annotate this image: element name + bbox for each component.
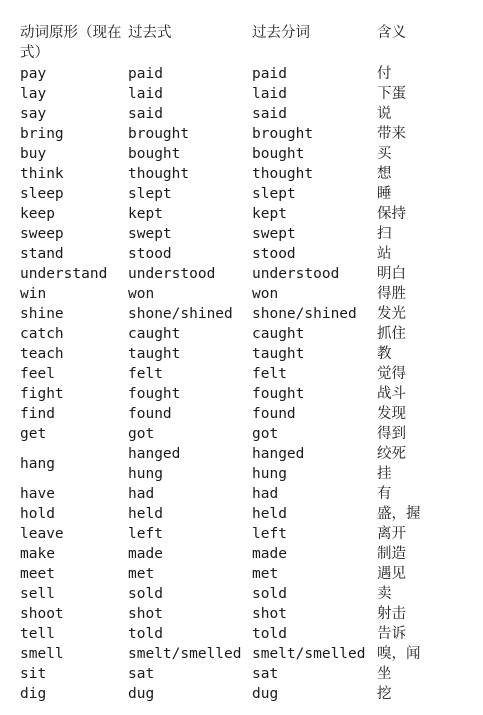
cell-meaning (373, 364, 456, 384)
cell-past-tense (124, 164, 248, 184)
table-row (16, 424, 456, 444)
cell-past-participle (248, 444, 373, 484)
cell-base-form: catch (20, 326, 64, 342)
cell-past-participle (248, 484, 373, 504)
cell-base-form: buy (20, 146, 47, 162)
cell-past-tense-line: found (128, 406, 172, 422)
table-row (16, 324, 456, 344)
cell-base-form: teach (20, 346, 64, 362)
table-row (16, 384, 456, 404)
cell-past-participle (248, 384, 373, 404)
cell-meaning (373, 244, 456, 264)
table-row (16, 684, 456, 704)
irregular-verb-table (16, 22, 456, 704)
cell-past-tense (124, 204, 248, 224)
cell-meaning-line: 想 (377, 166, 392, 182)
cell-meaning (373, 524, 456, 544)
cell-base-form: tell (20, 626, 55, 642)
cell-meaning (373, 684, 456, 704)
cell-past-participle (248, 124, 373, 144)
cell-base-form: leave (20, 526, 64, 542)
cell-past-tense (124, 504, 248, 524)
cell-meaning (373, 384, 456, 404)
cell-base-form: hang (20, 456, 55, 472)
cell-meaning (373, 344, 456, 364)
cell-meaning-line: 挂 (377, 466, 392, 482)
table-row (16, 124, 456, 144)
table-row (16, 304, 456, 324)
header-past-tense: 过去式 (128, 25, 172, 41)
cell-meaning-line: 扫 (377, 226, 392, 242)
cell-past-participle-line: shot (252, 606, 287, 622)
cell-past-participle-line: bought (252, 146, 305, 162)
table-row (16, 144, 456, 164)
cell-past-participle-line: swept (252, 226, 296, 242)
cell-past-participle (248, 344, 373, 364)
cell-past-tense-line: felt (128, 366, 163, 382)
cell-base-form: win (20, 286, 47, 302)
cell-meaning-line: 遇见 (377, 566, 406, 582)
cell-past-tense (124, 564, 248, 584)
cell-past-tense-line: hanged (128, 446, 181, 462)
cell-past-tense-line: slept (128, 186, 172, 202)
cell-past-participle (248, 644, 373, 664)
cell-meaning-line: 保持 (377, 206, 406, 222)
cell-past-participle (248, 64, 373, 84)
cell-past-tense-line: paid (128, 66, 163, 82)
cell-past-participle-line: sold (252, 586, 287, 602)
cell-past-participle-line: hung (252, 466, 287, 482)
table-row (16, 104, 456, 124)
cell-past-participle-line: slept (252, 186, 296, 202)
cell-past-tense-line: hung (128, 466, 163, 482)
table-row (16, 484, 456, 504)
cell-past-tense-line: swept (128, 226, 172, 242)
cell-meaning-line: 说 (377, 106, 392, 122)
cell-meaning-line: 离开 (377, 526, 406, 542)
cell-past-participle-line: had (252, 486, 279, 502)
cell-meaning-line: 发光 (377, 306, 406, 322)
table-row (16, 404, 456, 424)
cell-base-form: sweep (20, 226, 64, 242)
cell-base-form: sleep (20, 186, 64, 202)
cell-past-participle-line: brought (252, 126, 314, 142)
cell-meaning (373, 584, 456, 604)
cell-past-tense-line: kept (128, 206, 163, 222)
cell-past-participle (248, 284, 373, 304)
header-past-participle: 过去分词 (252, 25, 310, 41)
table-row (16, 344, 456, 364)
table-row (16, 64, 456, 84)
cell-meaning (373, 404, 456, 424)
cell-past-participle (248, 84, 373, 104)
cell-base-form: sell (20, 586, 55, 602)
cell-past-participle (248, 224, 373, 244)
cell-past-participle-line: sat (252, 666, 279, 682)
cell-meaning (373, 504, 456, 524)
cell-past-participle (248, 544, 373, 564)
table-row (16, 164, 456, 184)
table-row (16, 224, 456, 244)
cell-past-tense-line: had (128, 486, 155, 502)
cell-base-form: get (20, 426, 47, 442)
table-row (16, 624, 456, 644)
table-body (16, 64, 456, 704)
cell-base-form: understand (20, 266, 108, 282)
cell-meaning-line: 嗅，闻 (377, 646, 421, 662)
cell-past-participle (248, 244, 373, 264)
cell-base-form: make (20, 546, 55, 562)
table-row (16, 504, 456, 524)
cell-past-tense-line: won (128, 286, 155, 302)
cell-past-tense (124, 484, 248, 504)
cell-past-tense (124, 124, 248, 144)
table-row (16, 444, 456, 484)
cell-past-participle-line: won (252, 286, 279, 302)
cell-past-tense-line: dug (128, 686, 155, 702)
cell-past-participle-line: said (252, 106, 287, 122)
cell-past-participle-line: made (252, 546, 287, 562)
cell-past-tense (124, 544, 248, 564)
cell-past-participle (248, 524, 373, 544)
table-row (16, 644, 456, 664)
cell-past-participle-line: shone/shined (252, 306, 357, 322)
cell-past-tense (124, 224, 248, 244)
cell-past-tense-line: stood (128, 246, 172, 262)
table-row (16, 244, 456, 264)
cell-past-participle-line: paid (252, 66, 287, 82)
cell-base-form: shine (20, 306, 64, 322)
cell-meaning-line: 盛，握 (377, 506, 421, 522)
cell-past-participle-line: dug (252, 686, 279, 702)
cell-past-tense (124, 364, 248, 384)
cell-past-participle-line: stood (252, 246, 296, 262)
cell-past-tense-line: smelt/smelled (128, 646, 242, 662)
cell-past-tense (124, 84, 248, 104)
cell-base-form: have (20, 486, 55, 502)
cell-meaning-line: 有 (377, 486, 392, 502)
cell-meaning-line: 制造 (377, 546, 406, 562)
cell-meaning-line: 绞死 (377, 446, 406, 462)
cell-past-participle-line: got (252, 426, 279, 442)
cell-past-participle-line: thought (252, 166, 314, 182)
table-row (16, 564, 456, 584)
cell-past-tense-line: understood (128, 266, 216, 282)
cell-past-participle (248, 364, 373, 384)
cell-base-form: bring (20, 126, 64, 142)
cell-base-form: sit (20, 666, 47, 682)
cell-past-participle-line: understood (252, 266, 340, 282)
cell-past-tense-line: sat (128, 666, 155, 682)
cell-base-form: hold (20, 506, 55, 522)
cell-meaning-line: 得到 (377, 426, 406, 442)
cell-meaning-line: 明白 (377, 266, 406, 282)
cell-meaning-line: 卖 (377, 586, 392, 602)
header-row (16, 22, 456, 64)
cell-meaning-line: 带来 (377, 126, 406, 142)
cell-base-form: lay (20, 86, 47, 102)
cell-past-tense (124, 104, 248, 124)
cell-base-form: find (20, 406, 55, 422)
table-row (16, 524, 456, 544)
cell-meaning (373, 484, 456, 504)
cell-meaning (373, 564, 456, 584)
cell-past-participle-line: left (252, 526, 287, 542)
cell-past-tense-line: got (128, 426, 155, 442)
cell-past-participle-line: fought (252, 386, 305, 402)
cell-past-participle (248, 424, 373, 444)
cell-past-participle-line: kept (252, 206, 287, 222)
cell-past-tense-line: caught (128, 326, 181, 342)
cell-meaning (373, 424, 456, 444)
cell-meaning (373, 204, 456, 224)
cell-past-tense-line: held (128, 506, 163, 522)
cell-past-tense (124, 284, 248, 304)
cell-meaning (373, 324, 456, 344)
cell-past-participle-line: met (252, 566, 279, 582)
table-row (16, 604, 456, 624)
cell-meaning (373, 264, 456, 284)
cell-meaning (373, 164, 456, 184)
cell-past-tense-line: taught (128, 346, 181, 362)
cell-past-tense-line: brought (128, 126, 190, 142)
cell-past-tense-line: met (128, 566, 155, 582)
cell-past-participle-line: told (252, 626, 287, 642)
cell-past-tense (124, 344, 248, 364)
table-row (16, 364, 456, 384)
cell-meaning (373, 104, 456, 124)
table-row (16, 184, 456, 204)
cell-past-tense (124, 684, 248, 704)
cell-past-participle (248, 624, 373, 644)
cell-meaning (373, 604, 456, 624)
table-row (16, 84, 456, 104)
cell-past-tense (124, 184, 248, 204)
cell-past-tense (124, 244, 248, 264)
table-header (16, 22, 456, 64)
cell-past-tense (124, 664, 248, 684)
cell-past-participle-line: hanged (252, 446, 305, 462)
cell-past-participle (248, 664, 373, 684)
cell-base-form: keep (20, 206, 55, 222)
cell-meaning-line: 下蛋 (377, 86, 406, 102)
cell-past-participle (248, 504, 373, 524)
cell-meaning (373, 64, 456, 84)
cell-meaning (373, 304, 456, 324)
cell-base-form: pay (20, 66, 47, 82)
cell-meaning (373, 224, 456, 244)
cell-meaning-line: 抓住 (377, 326, 406, 342)
cell-past-tense (124, 304, 248, 324)
cell-meaning (373, 284, 456, 304)
cell-past-tense (124, 404, 248, 424)
cell-meaning (373, 644, 456, 664)
cell-past-participle-line: felt (252, 366, 287, 382)
cell-past-tense-line: shot (128, 606, 163, 622)
cell-past-tense (124, 384, 248, 404)
table-row (16, 284, 456, 304)
cell-past-participle (248, 204, 373, 224)
cell-past-tense (124, 624, 248, 644)
cell-meaning (373, 184, 456, 204)
cell-past-tense (124, 644, 248, 664)
cell-past-participle-line: smelt/smelled (252, 646, 366, 662)
cell-meaning-line: 睡 (377, 186, 392, 202)
cell-meaning-line: 得胜 (377, 286, 406, 302)
cell-past-tense (124, 264, 248, 284)
cell-base-form: meet (20, 566, 55, 582)
cell-past-participle (248, 324, 373, 344)
table-row (16, 544, 456, 564)
cell-past-participle (248, 164, 373, 184)
cell-meaning-line: 射击 (377, 606, 406, 622)
cell-meaning (373, 664, 456, 684)
cell-past-participle-line: found (252, 406, 296, 422)
cell-past-tense (124, 604, 248, 624)
cell-past-tense-line: sold (128, 586, 163, 602)
cell-base-form: dig (20, 686, 47, 702)
cell-past-tense-line: bought (128, 146, 181, 162)
cell-past-participle-line: caught (252, 326, 305, 342)
cell-past-tense-line: shone/shined (128, 306, 233, 322)
cell-past-tense (124, 424, 248, 444)
cell-past-participle (248, 264, 373, 284)
cell-meaning-line: 战斗 (377, 386, 406, 402)
cell-past-participle (248, 144, 373, 164)
cell-past-tense-line: fought (128, 386, 181, 402)
table-row (16, 204, 456, 224)
cell-past-tense-line: left (128, 526, 163, 542)
header-meaning: 含义 (377, 25, 406, 41)
cell-past-tense (124, 144, 248, 164)
cell-past-participle (248, 684, 373, 704)
table-row (16, 584, 456, 604)
cell-past-participle (248, 184, 373, 204)
cell-meaning (373, 624, 456, 644)
cell-base-form: shoot (20, 606, 64, 622)
cell-past-participle (248, 564, 373, 584)
cell-past-participle (248, 584, 373, 604)
cell-meaning-line: 发现 (377, 406, 406, 422)
cell-meaning (373, 84, 456, 104)
cell-past-participle (248, 304, 373, 324)
table-row (16, 664, 456, 684)
cell-base-form: fight (20, 386, 64, 402)
cell-past-participle-line: laid (252, 86, 287, 102)
table-row (16, 264, 456, 284)
cell-past-tense (124, 524, 248, 544)
cell-meaning-line: 站 (377, 246, 392, 262)
cell-meaning-line: 付 (377, 66, 392, 82)
cell-base-form: say (20, 106, 47, 122)
cell-meaning-line: 教 (377, 346, 392, 362)
cell-meaning (373, 124, 456, 144)
cell-past-tense-line: thought (128, 166, 190, 182)
cell-past-tense-line: said (128, 106, 163, 122)
cell-base-form: smell (20, 646, 64, 662)
cell-meaning-line: 觉得 (377, 366, 406, 382)
cell-meaning-line: 坐 (377, 666, 392, 682)
cell-past-tense (124, 444, 248, 484)
cell-past-tense-line: made (128, 546, 163, 562)
cell-meaning (373, 544, 456, 564)
cell-past-participle (248, 604, 373, 624)
cell-meaning-line: 买 (377, 146, 392, 162)
cell-meaning (373, 444, 456, 484)
cell-past-tense (124, 324, 248, 344)
cell-base-form: think (20, 166, 64, 182)
cell-meaning-line: 告诉 (377, 626, 406, 642)
cell-past-participle-line: taught (252, 346, 305, 362)
cell-past-participle (248, 104, 373, 124)
cell-past-tense-line: told (128, 626, 163, 642)
cell-meaning-line: 挖 (377, 686, 392, 702)
cell-past-participle-line: held (252, 506, 287, 522)
cell-base-form: stand (20, 246, 64, 262)
header-base-form: 动词原形（现在式） (20, 25, 122, 61)
cell-base-form: feel (20, 366, 55, 382)
cell-meaning (373, 144, 456, 164)
cell-past-participle (248, 404, 373, 424)
cell-past-tense-line: laid (128, 86, 163, 102)
cell-past-tense (124, 584, 248, 604)
cell-past-tense (124, 64, 248, 84)
